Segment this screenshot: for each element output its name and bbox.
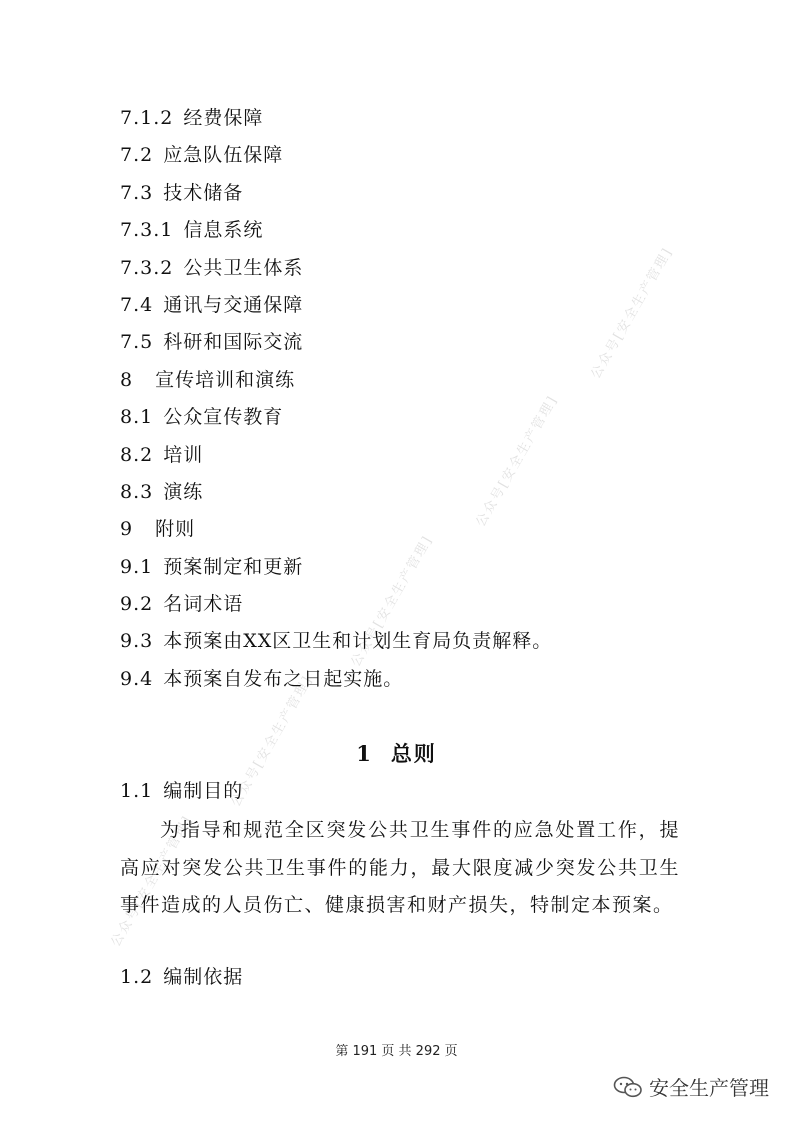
- toc-number: 7.3.1: [120, 219, 174, 242]
- toc-number: 8.3: [120, 480, 154, 503]
- toc-text: 名词术语: [163, 593, 244, 616]
- toc-text: 技术储备: [163, 181, 244, 204]
- toc-text: 科研和国际交流: [163, 331, 304, 354]
- subsection-number: 1.2: [120, 966, 154, 988]
- toc-item: [120, 250, 720, 287]
- table-of-contents: [120, 100, 720, 698]
- toc-text: 预案制定和更新: [163, 555, 304, 578]
- wechat-icon: [613, 1075, 643, 1099]
- subsection-heading: [120, 776, 243, 803]
- watermark: 公众号[安全生产管理]: [108, 812, 197, 950]
- toc-number: 8.1: [120, 406, 154, 429]
- toc-number: 9.2: [120, 593, 154, 616]
- toc-item: [120, 100, 720, 137]
- toc-text: 宣传培训和演练: [155, 368, 296, 391]
- toc-text: 信息系统: [183, 219, 264, 242]
- toc-text: 附则: [155, 518, 196, 541]
- toc-item: [120, 212, 720, 249]
- watermark: 公众号[安全生产管理]: [348, 532, 437, 670]
- toc-number: 9.4: [120, 667, 154, 690]
- toc-number: 7.2: [120, 144, 154, 167]
- toc-number: 8.2: [120, 443, 154, 466]
- page-footer: 第 191 页 共 292 页: [335, 1044, 458, 1059]
- section-number: 1: [356, 741, 373, 766]
- toc-text: 本预案自发布之日起实施。: [163, 667, 404, 690]
- subsection-number: 1.1: [120, 780, 154, 802]
- toc-number: 7.4: [120, 293, 154, 316]
- toc-text: 本预案由XX区卫生和计划生育局负责解释。: [163, 630, 553, 653]
- toc-item: [120, 399, 720, 436]
- toc-item: [120, 287, 720, 324]
- toc-number: 9.1: [120, 555, 154, 578]
- toc-text: 公众宣传教育: [163, 406, 284, 429]
- toc-number: 9.3: [120, 630, 154, 653]
- section-title-text: 总则: [390, 741, 437, 766]
- subsection-heading: [120, 962, 243, 989]
- section-heading: [0, 738, 793, 768]
- subsection-title: 编制依据: [163, 966, 244, 988]
- toc-text: 经费保障: [183, 107, 264, 129]
- subsection-title: 编制目的: [163, 780, 244, 802]
- toc-text: 通讯与交通保障: [163, 293, 304, 316]
- toc-item: [120, 623, 720, 660]
- toc-item: [120, 661, 720, 698]
- toc-number: 8: [120, 368, 134, 391]
- toc-number: 7.3.2: [120, 256, 174, 279]
- toc-item: [120, 175, 720, 212]
- brand-mark: [613, 1072, 769, 1101]
- toc-text: 应急队伍保障: [163, 144, 284, 167]
- toc-item: [120, 511, 720, 548]
- toc-item: [120, 586, 720, 623]
- toc-item: [120, 362, 720, 399]
- toc-item: [120, 474, 720, 511]
- watermark: 公众号[安全生产管理]: [228, 672, 317, 810]
- toc-text: 培训: [163, 443, 204, 466]
- toc-number: 7.3: [120, 181, 154, 204]
- body-paragraph: 为指导和规范全区突发公共卫生事件的应急处置工作，提高应对突发公共卫生事件的能力，最大限度减少突发公共卫生事件造成的人员伤亡、健康损害和财产损失，特制定本预案。: [120, 819, 680, 916]
- toc-number: 7.5: [120, 331, 154, 354]
- toc-item: [120, 549, 720, 586]
- toc-text: 公共卫生体系: [183, 256, 304, 279]
- watermark: 公众号[安全生产管理]: [473, 392, 562, 530]
- toc-item: [120, 324, 720, 361]
- toc-item: [120, 137, 720, 174]
- toc-number: 7.1.2: [120, 107, 174, 129]
- toc-text: 演练: [163, 480, 204, 503]
- brand-name: 安全生产管理: [649, 1076, 769, 1100]
- toc-number: 9: [120, 518, 134, 541]
- toc-item: [120, 437, 720, 474]
- watermark: 公众号[安全生产管理]: [588, 244, 677, 382]
